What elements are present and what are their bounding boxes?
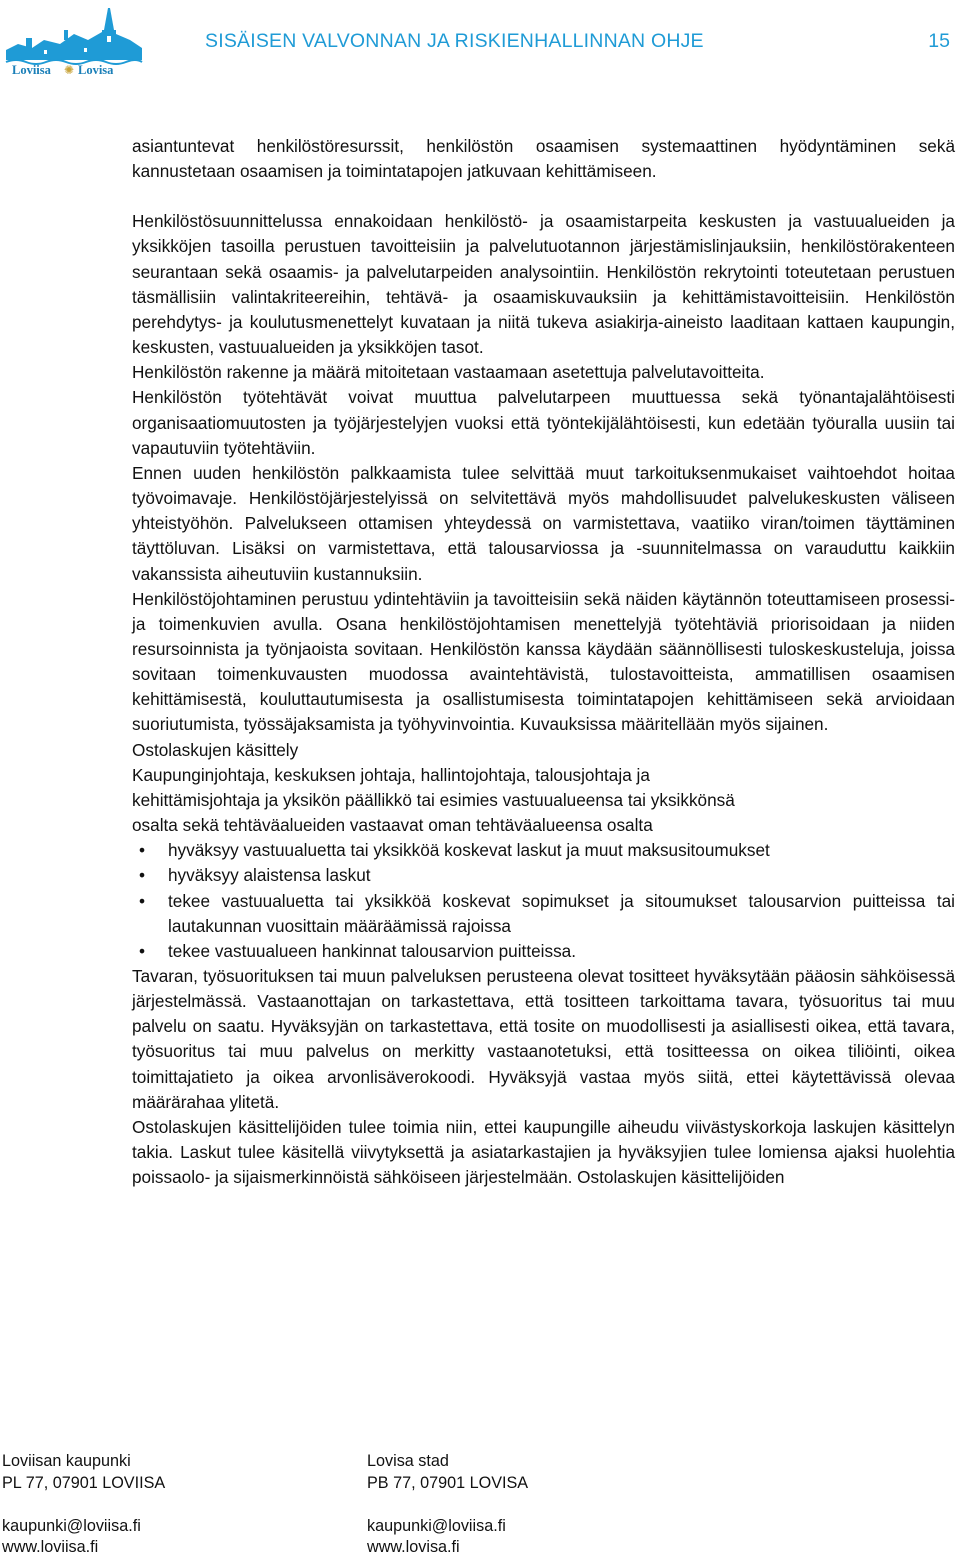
bullet-list [132,838,955,964]
footer-contact-finnish [2,1451,165,1559]
list-item [132,863,955,888]
paragraph: Ennen uuden henkilöstön palkkaamista tulee selvittää muut tarkoituksenmukaiset vaihtoehdot hoitaa työvoimavaje. Henkilöstöjärjestelyissä on selvitettävä myös mahdollisuudet palvelukeskusten väliseen yhteistyöhön. Palvelukseen ottamisen yhteydessä on varmistettava, vaatiiko viran/toimen täyttäminen täyttöluvan. Lisäksi on varmistettava, että talousarviossa ja -suunnitelmassa on varauduttu kaikkiin vakanssista aiheutuviin kustannuksiin. [132,462,955,584]
paragraph: Henkilöstöjohtaminen perustuu ydintehtäviin ja tavoitteisiin sekä näiden käytännön toteuttamiseen prosessi- ja toimenkuvien avulla. Osana henkilöstöjohtamisen menettelyjä työtehtäviä priorisoidaan ja niiden resursoinnista ja työnjaoista sovitaan. Henkilöstön kanssa käydään säännöllisesti tuloskeskusteluja, joissa sovitaan toimenkuvausten muodossa avaintehtävistä, tulostavoitteista, ammatillisen osaamisen kehittämisestä, kouluttautumisesta ja osallistumisesta toimintatapojen kehittämiseen sekä arvioidaan suoriutumista, työssäjaksamista ja työhyvinvointia. Kuvauksissa määritellään myös sijainen. [132,588,955,735]
organization-name: Loviisan kaupunki [2,1452,131,1470]
paragraph-line: Kaupunginjohtaja, keskuksen johtaja, hallintojohtaja, talousjohtaja ja [132,764,650,785]
organization-name: Lovisa stad [367,1452,449,1470]
website-link[interactable]: www.loviisa.fi [2,1538,99,1556]
email-link[interactable]: kaupunki@loviisa.fi [367,1516,506,1535]
email-link[interactable]: kaupunki@loviisa.fi [2,1516,141,1535]
paragraph: asiantuntevat henkilöstöresurssit, henkilöstön osaamisen systemaattinen hyödyntäminen sekä kannustetaan osaamisen ja toimintatapojen jatkuvaan kehittämiseen. [132,136,955,182]
website-link[interactable]: www.lovisa.fi [367,1538,460,1556]
bullet-icon: • [138,890,146,911]
list-item-text: hyväksyy alaistensa laskut [168,865,371,886]
bullet-icon: • [138,840,146,861]
bullet-icon: • [138,940,146,961]
list-item-text: tekee vastuualueen hankinnat talousarvion puitteissa. [168,940,577,961]
postal-address: PL 77, 07901 LOVIISA [2,1473,166,1492]
svg-text:Loviisa: Loviisa [12,63,51,76]
paragraph-line: osalta sekä tehtäväalueiden vastaavat oman tehtäväalueensa osalta [132,815,653,836]
document-title: SISÄISEN VALVONNAN JA RISKIENHALLINNAN OHJE [205,30,704,52]
paragraph: Tavaran, työsuorituksen tai muun palveluksen perusteena olevat tositteet hyväksytään pääosin sähköisessä järjestelmässä. Vastaanottajan on tarkastettava, että tositteen tarkoittama tavara, työsuoritus tai muu palvelu on saatu. Hyväksyjän on tarkastettava, että tosite on muodollisesti ja asiallisesti oikea, että tavara, työsuoritus tai muu palvelus on merkitty vastaanotetuksi, että tositteessa on oikea tiliöinti, oikea toimittajatieto ja oikea arvonlisäverokoodi. Hyväksyjä vastaa myös siitä, ettei käytettävissä olevaa määrärahaa ylitetä. [132,966,955,1112]
section-heading: Ostolaskujen käsittely [132,739,299,760]
footer-contact-swedish [367,1451,528,1559]
paragraph: Henkilöstön rakenne ja määrä mitoitetaan vastaamaan asetettuja palvelutavoitteita. [132,362,765,383]
paragraph: Ostolaskujen käsittelijöiden tulee toimia niin, ettei kaupungille aiheudu viivästyskorkoja laskujen käsittelyn takia. Laskut tulee käsitellä viivytyksettä ja asiatarkastajien ja hyväksyjien tulee lomiensa ajaksi huolehtia poissaolo- ja sijaismerkinnöistä sähköiseen järjestelmään. Ostolaskujen käsittelijöiden [132,1116,955,1188]
list-item-text: hyväksyy vastuualuetta tai yksikköä koskevat laskut ja muut maksusitoumukset [168,840,770,861]
page-number: 15 [928,30,950,52]
loviisa-lovisa-logo [4,4,144,76]
svg-text:Lovisa: Lovisa [78,63,114,76]
svg-text:✺: ✺ [64,63,75,76]
page-header [0,0,960,82]
list-item [132,838,955,863]
list-item [132,939,955,964]
document-body [132,134,955,1190]
paragraph-line: kehittämisjohtaja ja yksikön päällikkö tai esimies vastuualueensa tai yksikkönsä [132,789,735,810]
postal-address: PB 77, 07901 LOVISA [367,1473,529,1492]
list-item-text: tekee vastuualuetta tai yksikköä koskevat sopimukset ja sitoumukset talousarvion puitteissa tai lautakunnan vuosittain määräämissä rajoissa [168,890,955,936]
list-item [132,889,955,939]
bullet-icon: • [138,865,146,886]
paragraph: Henkilöstösuunnittelussa ennakoidaan henkilöstö- ja osaamistarpeita keskusten ja vastuualueiden ja yksikköjen tasoilla perustuen tavoitteisiin ja palvelutuotannon järjestämislinjauksiin, henkilöstörakenteen seurantaan sekä osaamis- ja palvelutarpeiden analysointiin. Henkilöstön rekrytointi toteutetaan perustuen täsmällisiin valintakriteereihin, tehtävä- ja osaamiskuvauksiin ja kehittämistavoitteisiin. Henkilöstön perehdytys- ja koulutusmenettelyt kuvataan ja niitä tukeva asiakirja-aineisto laaditaan kattaen kaupungin, keskusten, vastuualueiden ja yksikköjen tasot. [132,211,955,358]
paragraph: Henkilöstön työtehtävät voivat muuttua palvelutarpeen muuttuessa sekä työnantajalähtöisesti organisaatiomuutosten ja työjärjestelyjen vuoksi että työntekijälähtöisesti, kun edetään työuralla uusiin tai vapautuviin työtehtäviin. [132,387,955,458]
